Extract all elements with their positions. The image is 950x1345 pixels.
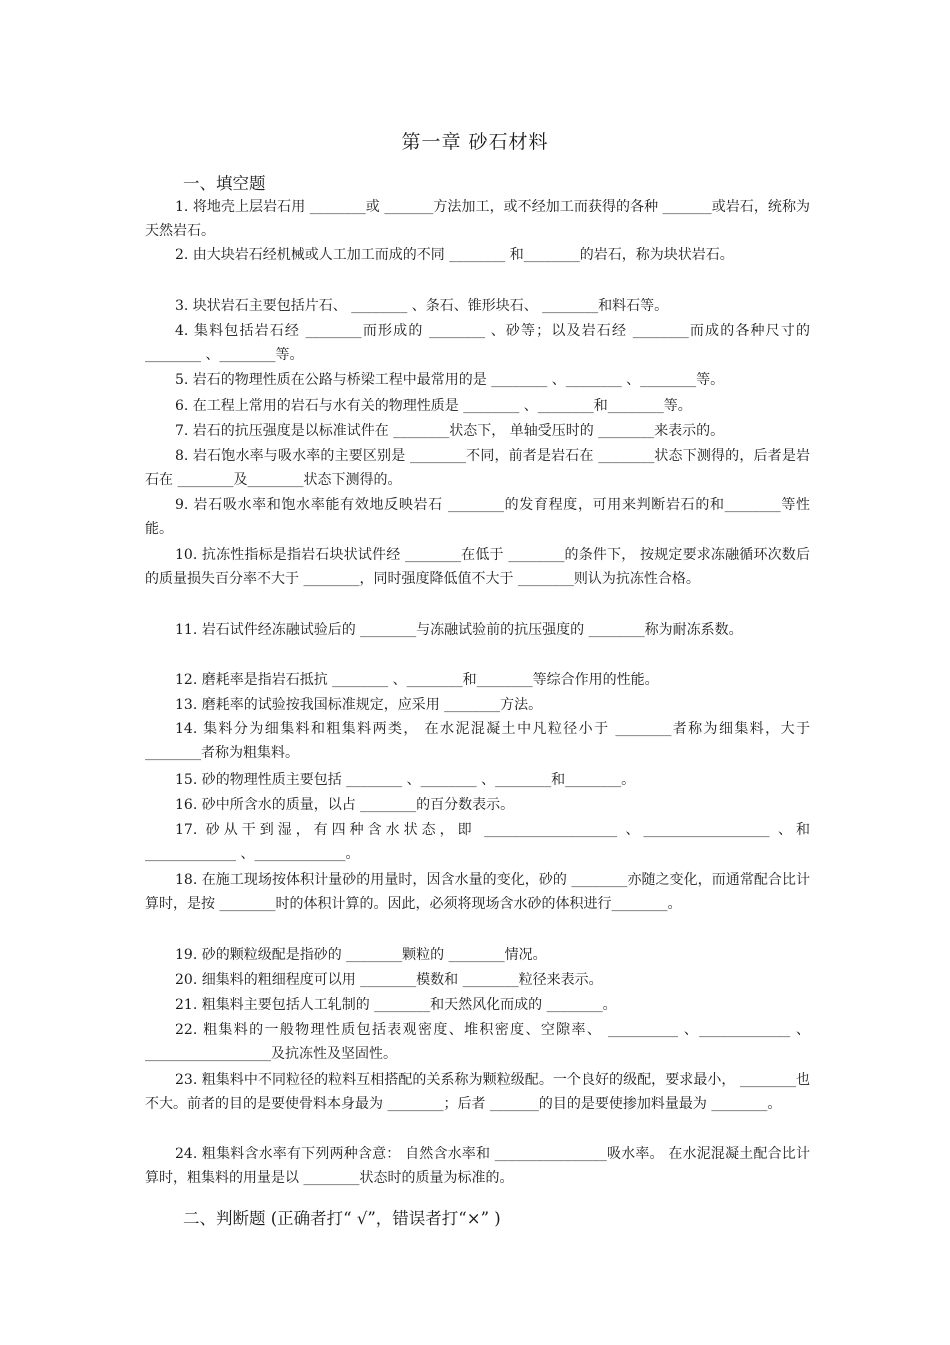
question-24: 24. 粗集料含水率有下列两种含意： 自然含水率和 ________________吸水率。 在水泥混凝土配合比计算时，粗集料的用量是以 ________状态时的质量为标准的。 bbox=[145, 1146, 810, 1186]
question-14: 14. 集料分为细集料和粗集料两类， 在水泥混凝土中凡粒径小于 ________者称为细集料，大于 ________者称为粗集料。 bbox=[145, 721, 810, 761]
question-11: 11. 岩石试件经冻融试验后的 ________与冻融试验前的抗压强度的 ________称为耐冻系数。 bbox=[175, 622, 743, 638]
question-18: 18. 在施工现场按体积计量砂的用量时，因含水量的变化，砂的 ________亦随之变化，而通常配合比计算时，是按 ________时的体积计算的。因此，必须将现场含水砂的体积进行________。 bbox=[145, 872, 810, 912]
question-21: 21. 粗集料主要包括人工轧制的 ________和天然风化而成的 ________。 bbox=[175, 997, 617, 1013]
question-17: 17. 砂从干到湿，有四种含水状态，即 ___________________ 、__________________ 、和_____________ 、_____________。 bbox=[145, 822, 810, 862]
section-fill-blank-heading: 一、填空题 bbox=[183, 174, 266, 193]
question-23: 23. 粗集料中不同粒径的粒料互相搭配的关系称为颗粒级配。一个良好的级配，要求最小， ________也不大。前者的目的是要使骨料本身最为 ________；后者 _______的目的是要使掺加料量最为 ________。 bbox=[145, 1072, 810, 1112]
question-9: 9. 岩石吸水率和饱水率能有效地反映岩石 ________的发育程度，可用来判断岩石的和________等性能。 bbox=[145, 497, 810, 537]
chapter-title: 第一章 砂石材料 bbox=[401, 131, 549, 153]
question-22: 22. 粗集料的一般物理性质包括表观密度、堆积密度、空隙率、 __________ 、_____________ 、__________________及抗冻性及坚固性。 bbox=[145, 1022, 810, 1062]
question-1: 1. 将地壳上层岩石用 ________或 _______方法加工，或不经加工而获得的各种 _______或岩石，统称为天然岩石。 bbox=[145, 199, 811, 239]
question-15: 15. 砂的物理性质主要包括 ________ 、________ 、________和________。 bbox=[175, 772, 636, 788]
question-16: 16. 砂中所含水的质量，以占 ________的百分数表示。 bbox=[175, 797, 515, 813]
question-12: 12. 磨耗率是指岩石抵抗 ________ 、________和________等综合作用的性能。 bbox=[175, 672, 659, 688]
question-20: 20. 细集料的粗细程度可以用 ________模数和 ________粒径来表示。 bbox=[175, 972, 603, 988]
question-6: 6. 在工程上常用的岩石与水有关的物理性质是 ________ 、________和________等。 bbox=[175, 398, 692, 414]
question-19: 19. 砂的颗粒级配是指砂的 ________颗粒的 ________情况。 bbox=[175, 947, 547, 963]
question-2: 2. 由大块岩石经机械或人工加工而成的不同 ________ 和________的岩石，称为块状岩石。 bbox=[175, 247, 734, 263]
section-true-false-heading: 二、判断题 (正确者打“ √”，错误者打“×” ) bbox=[183, 1209, 501, 1228]
question-10: 10. 抗冻性指标是指岩石块状试件经 ________在低于 ________的条件下， 按规定要求冻融循环次数后的质量损失百分率不大于 ________，同时强度降低值不大于 ________则认为抗冻性合格。 bbox=[145, 547, 810, 587]
question-7: 7. 岩石的抗压强度是以标准试件在 ________状态下， 单轴受压时的 ________来表示的。 bbox=[175, 423, 725, 439]
question-5: 5. 岩石的物理性质在公路与桥梁工程中最常用的是 ________ 、________ 、________等。 bbox=[175, 372, 725, 388]
question-8: 8. 岩石饱水率与吸水率的主要区别是 ________不同，前者是岩石在 ________状态下测得的，后者是岩石在 ________及________状态下测得的。 bbox=[145, 448, 810, 488]
question-13: 13. 磨耗率的试验按我国标准规定，应采用 ________方法。 bbox=[175, 697, 543, 713]
question-4: 4. 集料包括岩石经 ________而形成的 ________ 、砂等；以及岩石经 ________而成的各种尺寸的 ________ 、________等。 bbox=[145, 323, 810, 363]
question-3: 3. 块状岩石主要包括片石、 ________ 、条石、锥形块石、 ________和料石等。 bbox=[175, 298, 669, 314]
